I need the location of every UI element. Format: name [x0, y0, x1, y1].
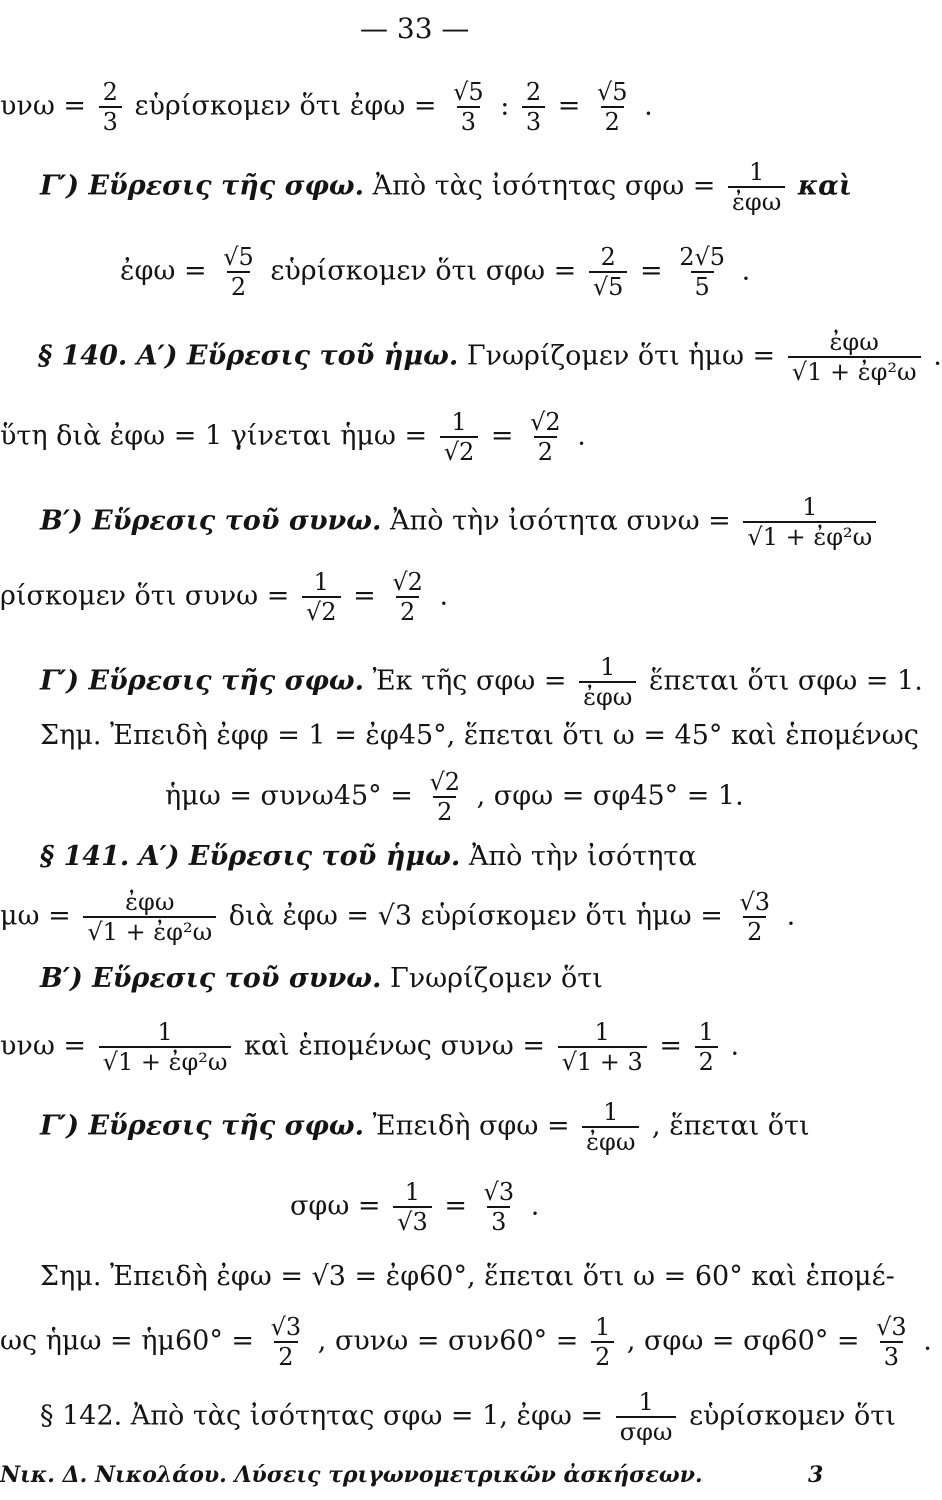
- text: .: [577, 420, 586, 452]
- numerator: √2: [429, 768, 461, 796]
- denominator: √1 + ἐφ²ω: [788, 356, 921, 384]
- denominator: √1 + ἐφ²ω: [99, 1046, 232, 1074]
- numerator: √5: [223, 243, 254, 271]
- text: υνω =: [0, 1030, 87, 1062]
- text: ως ἡμω = ἡμ60° =: [0, 1325, 255, 1357]
- denominator: 2: [601, 106, 624, 134]
- denominator: ἐφω: [728, 186, 785, 214]
- numerator: 1: [451, 408, 467, 436]
- numerator: 1: [698, 1018, 714, 1046]
- numerator: √5: [453, 78, 484, 106]
- numerator: 1: [638, 1388, 654, 1416]
- text: εὑρίσκομεν ὅτι σφω =: [270, 255, 577, 287]
- text: εὑρίσκομεν ὅτι ἐφω =: [134, 90, 437, 122]
- fraction: [267, 1315, 306, 1369]
- text: Ἐπειδὴ σφω =: [372, 1110, 570, 1142]
- fraction: [425, 770, 464, 824]
- text: , συνω = συν60° =: [317, 1325, 579, 1357]
- text: .: [439, 580, 449, 612]
- text: § 142. Ἀπὸ τὰς ἰσότητας σφω = 1, ἐφω =: [40, 1400, 604, 1432]
- denominator: √1 + 3: [558, 1046, 647, 1074]
- numerator: 1: [603, 1098, 619, 1126]
- fraction: [591, 1315, 614, 1369]
- text: καὶ: [797, 170, 852, 202]
- numerator: ἐφω: [125, 888, 175, 916]
- fraction: [388, 570, 427, 624]
- equation-line-7: [0, 570, 448, 624]
- text: διὰ ἐφω = √3 εὑρίσκομεν ὅτι ἡμω =: [228, 900, 723, 932]
- section-heading: Γ′) Εὕρεσις τῆς σφω.: [40, 665, 365, 697]
- text: Ἐκ τῆς σφω =: [372, 665, 567, 697]
- numerator: √3: [876, 1313, 907, 1341]
- fraction: [728, 160, 785, 214]
- page-number: — 33 —: [360, 12, 470, 45]
- denominator: √2: [302, 596, 341, 624]
- numerator: √3: [483, 1178, 515, 1206]
- fraction: [99, 80, 122, 134]
- denominator: 5: [691, 271, 714, 299]
- fraction: [743, 495, 876, 549]
- denominator: 2: [743, 916, 766, 944]
- text: Ἀπὸ τὰς ἰσότητας σφω =: [372, 170, 716, 202]
- text: , σφω = σφ60° =: [626, 1325, 860, 1357]
- fraction: [393, 1180, 432, 1234]
- text-line-17: Σημ. Ἐπειδὴ ἐφω = √3 = ἐφ60°, ἕπεται ὅτι ω = 60° καὶ ἑπομέ-: [40, 1261, 895, 1292]
- numerator: 1: [594, 1018, 610, 1046]
- text: .: [923, 1325, 932, 1357]
- text: =: [640, 255, 663, 287]
- text: μω =: [0, 900, 71, 932]
- text: =: [444, 1190, 467, 1222]
- text: ὕτη διὰ ἐφω = 1 γίνεται ἡμω =: [0, 420, 428, 452]
- section-heading: Β′) Εὕρεσις τοῦ συνω.: [40, 505, 382, 537]
- section-heading: § 141. Α′) Εὕρεσις τοῦ ἡμω.: [40, 841, 461, 872]
- text: ρίσκομεν ὅτι συνω =: [0, 580, 290, 612]
- section-heading: Γ′) Εὕρεσις τῆς σφω.: [40, 170, 365, 202]
- fraction: [522, 80, 545, 134]
- denominator: 3: [99, 106, 122, 134]
- fraction: [99, 1020, 232, 1074]
- text: Γνωρίζομεν ὅτι ἡμω =: [466, 340, 776, 372]
- denominator: 2: [695, 1046, 718, 1074]
- section-heading: Γ′) Εὕρεσις τῆς σφω.: [40, 1110, 365, 1142]
- text: Ἀπὸ τὴν ἰσότητα: [468, 841, 697, 872]
- fraction: [582, 1100, 639, 1154]
- text: καὶ ἑπομένως συνω =: [244, 1030, 545, 1062]
- numerator: √5: [597, 78, 628, 106]
- equation-line-3: [120, 245, 750, 299]
- fraction: [788, 330, 921, 384]
- numerator: √3: [270, 1313, 302, 1341]
- equation-line-19: [40, 1390, 896, 1444]
- denominator: √3: [393, 1206, 432, 1234]
- equation-line-18: [0, 1315, 932, 1369]
- equation-line-16: [290, 1180, 539, 1234]
- text: , ἕπεται ὅτι: [652, 1110, 810, 1142]
- equation-line-14: [0, 1020, 739, 1074]
- equation-line-15: [40, 1100, 810, 1154]
- denominator: √2: [440, 436, 479, 464]
- text: .: [730, 1030, 740, 1062]
- fraction: [526, 410, 565, 464]
- text: σφω =: [290, 1190, 381, 1222]
- footer-signature: 3: [808, 1462, 824, 1488]
- text: .: [933, 340, 942, 372]
- text: Ἀπὸ τὴν ἰσότητα συνω =: [390, 505, 731, 537]
- text: ἡμω = συνω45° =: [165, 780, 413, 812]
- text: :: [500, 90, 510, 122]
- equation-line-13: [40, 965, 603, 992]
- numerator: 1: [594, 1313, 611, 1341]
- fraction: [219, 245, 258, 299]
- numerator: 2: [525, 78, 542, 106]
- denominator: 3: [880, 1341, 903, 1369]
- text: εὑρίσκομεν ὅτι: [689, 1400, 896, 1432]
- text: .: [644, 90, 653, 122]
- fraction: [675, 245, 729, 299]
- text: ἕπεται ὅτι σφω = 1.: [648, 665, 923, 697]
- numerator: √2: [392, 568, 423, 596]
- fraction: [593, 80, 632, 134]
- text: υνω =: [0, 90, 87, 122]
- denominator: √1 + ἐφ²ω: [83, 916, 216, 944]
- section-heading: Β′) Εὕρεσις τοῦ συνω.: [40, 963, 382, 994]
- text-line-9: Σημ. Ἐπειδὴ ἐφφ = 1 = ἐφ45°, ἕπεται ὅτι ω = 45° καὶ ἑπομένως: [40, 720, 919, 751]
- denominator: 2: [433, 796, 456, 824]
- denominator: ἐφω: [579, 681, 636, 709]
- text: =: [557, 90, 581, 122]
- fraction: [480, 1180, 519, 1234]
- equation-line-1: [0, 80, 653, 134]
- numerator: 1: [802, 493, 818, 521]
- equation-line-10: [165, 770, 744, 824]
- equation-line-5: [0, 410, 586, 464]
- denominator: √5: [589, 271, 628, 299]
- denominator: 3: [522, 106, 545, 134]
- numerator: √2: [530, 408, 561, 436]
- numerator: 1: [749, 158, 765, 186]
- denominator: 2: [591, 1341, 614, 1369]
- fraction: [735, 890, 774, 944]
- fraction: [440, 410, 479, 464]
- fraction: [579, 655, 636, 709]
- denominator: √1 + ἐφ²ω: [743, 521, 876, 549]
- denominator: 2: [396, 596, 419, 624]
- fraction: [589, 245, 628, 299]
- section-heading: § 140. Α′) Εὕρεσις τοῦ ἡμω.: [38, 340, 459, 372]
- denominator: ἐφω: [582, 1126, 639, 1154]
- denominator: 3: [487, 1206, 510, 1234]
- text: =: [490, 420, 514, 452]
- numerator: 1: [157, 1018, 173, 1046]
- text: =: [353, 580, 376, 612]
- numerator: √3: [739, 888, 771, 916]
- denominator: 2: [534, 436, 557, 464]
- equation-line-4: [38, 330, 942, 384]
- text: Γνωρίζομεν ὅτι: [390, 963, 603, 994]
- denominator: σφω: [616, 1416, 677, 1444]
- equation-line-2: [40, 160, 852, 214]
- equation-line-11: [40, 843, 697, 870]
- fraction: [616, 1390, 677, 1444]
- denominator: 2: [227, 271, 250, 299]
- equation-line-12: [0, 890, 795, 944]
- numerator: 1: [313, 568, 329, 596]
- equation-line-8: [40, 655, 923, 709]
- numerator: 2: [600, 243, 616, 271]
- text: =: [659, 1030, 682, 1062]
- numerator: ἐφω: [829, 328, 879, 356]
- text: .: [786, 900, 796, 932]
- denominator: 2: [274, 1341, 297, 1369]
- equation-line-6: [40, 495, 880, 549]
- text: ἐφω =: [120, 255, 207, 287]
- numerator: 1: [600, 653, 616, 681]
- fraction: [872, 1315, 911, 1369]
- fraction: [695, 1020, 718, 1074]
- numerator: 2√5: [679, 243, 726, 271]
- fraction: [83, 890, 216, 944]
- fraction: [449, 80, 488, 134]
- text: .: [741, 255, 751, 287]
- denominator: 3: [457, 106, 480, 134]
- fraction: [302, 570, 341, 624]
- text: .: [530, 1190, 540, 1222]
- fraction: [558, 1020, 647, 1074]
- numerator: 1: [404, 1178, 421, 1206]
- text: , σφω = σφ45° = 1.: [476, 780, 744, 812]
- footer-author-title: Νικ. Δ. Νικολάου. Λύσεις τριγωνομετρικῶν ἀσκήσεων.: [0, 1462, 703, 1488]
- numerator: 2: [102, 78, 118, 106]
